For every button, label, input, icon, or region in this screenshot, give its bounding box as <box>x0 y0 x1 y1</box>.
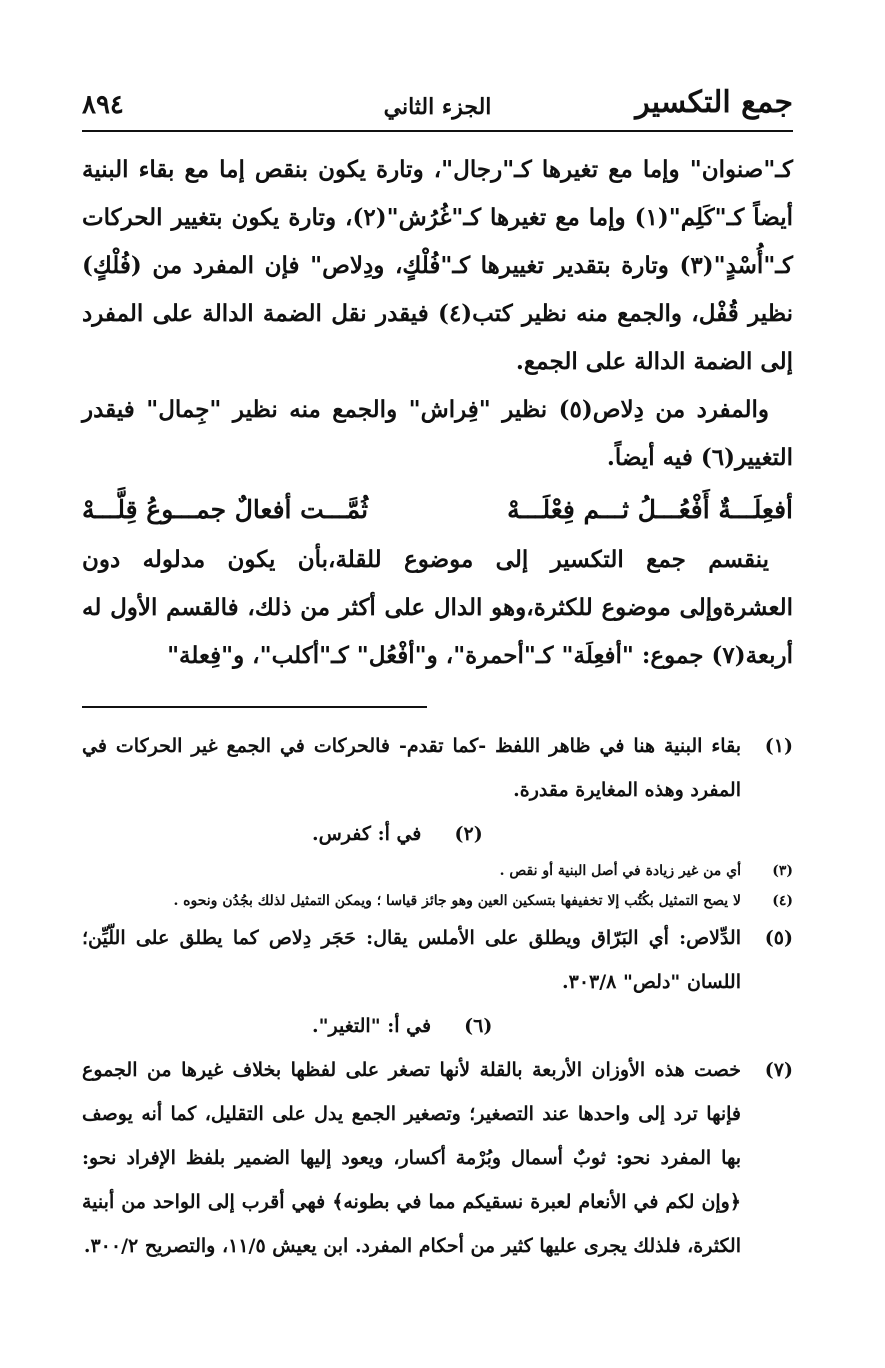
verse-first-hemistich: أفعِلَـــةٌ أَفْعُـــلُ ثـــم فِعْلَـــهْ <box>507 495 793 524</box>
footnote-6 <box>82 1004 793 1048</box>
main-text <box>82 146 793 680</box>
footnote-text: في أ: كفرس. <box>312 823 422 845</box>
footnote-separator <box>82 706 427 708</box>
footnote-text: خصت هذه الأوزان الأربعة بالقلة لأنها تصغر على لفظها بخلاف غيرها من الجموع فإنها ترد إلى واحدها عند التصغير؛ وتصغير الجمع يدل على التقليل، كما أنه يوصف بها المفرد نحو: ثوبٌ أسمال وبُرْمة أكسار، ويعود إليها الضمير بلفظ الإفراد نحو: ﴿وإن لكم في الأنعام لعبرة نسقيكم مما في بطونه﴾ فهي أقرب إلى الواحد من أبنية الكثرة، فلذلك يجرى عليها كثير من أحكام المفرد. ابن يعيش ١١/٥، والتصريح ٣٠٠/٢. <box>82 1059 741 1257</box>
footnote-text: أي من غير زيادة في أصل البنية أو نقص . <box>499 863 741 879</box>
running-title: جمع التكسير <box>635 85 793 120</box>
paragraph-3: ينقسم جمع التكسير إلى موضوع للقلة،بأن يكون مدلوله دون العشرةوإلى موضوع للكثرة،وهو الدال على أكثر من ذلك، فالقسم الأول له أربعة(٧) جموع: "أفعِلَة" كـ"أحمرة"، و"أفْعُل" كـ"أكلب"، و"فِعلة" <box>82 546 793 669</box>
verse-second-hemistich: ثُمَّـــت أفعالٌ جمـــوعُ قِلَّـــهْ <box>82 495 369 524</box>
paragraph-1: كـ"صنوان" وإما مع تغيرها كـ"رجال"، وتارة يكون بنقص إما مع بقاء البنية أيضاً كـ"كَلِم"(١) وإما مع تغيرها كـ"غُرُش"(٢)، وتارة يكون بتغيير الحركات كـ"أُسْدٍ"(٣) وتارة بتقدير تغييرها كـ"فُلْكٍ، ودِلاص" فإن المفرد من (فُلْكٍ) نظير قُفْل، والجمع منه نظير كتب(٤) فيقدر نقل الضمة الدالة على المفرد إلى الضمة الدالة على الجمع. <box>82 156 793 375</box>
footnote-number: (٤) <box>772 893 793 909</box>
volume-label: الجزء الثاني <box>383 94 492 120</box>
footnote-text: بقاء البنية هنا في ظاهر اللفظ -كما تقدم- فالحركات في الجمع غير الحركات في المفرد وهذه المغايرة مقدرة. <box>82 735 741 801</box>
footnote-number: (٥) <box>764 927 793 949</box>
page-number: ٨٩٤ <box>82 90 124 120</box>
footnote-text: لا يصح التمثيل بكُتُب إلا تخفيفها بتسكين العين وهو جائز قياسا ؛ ويمكن التمثيل لذلك بجُدُن ونحوه . <box>173 893 741 909</box>
footnote-number: (٧) <box>764 1059 793 1081</box>
footnote-number: (٢) <box>454 823 483 845</box>
footnotes <box>82 724 793 1268</box>
footnote-3 <box>82 856 793 886</box>
footnote-text: في أ: "التغير". <box>312 1015 432 1037</box>
header-rule <box>82 130 793 132</box>
footnote-5 <box>82 916 793 1004</box>
footnote-text: الدِّلاص: أي البَرّاق ويطلق على الأملس يقال: حَجَر دِلاص كما يطلق على اللّيِّن؛ اللسان "دلص" ٣٠٣/٨. <box>82 927 741 993</box>
footnote-number: (٦) <box>464 1015 493 1037</box>
footnote-1 <box>82 724 793 812</box>
footnote-number: (١) <box>764 735 793 757</box>
footnote-4 <box>82 886 793 916</box>
page-header <box>82 82 793 126</box>
paragraph-2: والمفرد من دِلاص(٥) نظير "فِراش" والجمع منه نظير "جِمال" فيقدر التغيير(٦) فيه أيضاً. <box>82 396 793 471</box>
poem-verse <box>82 486 793 534</box>
footnote-2 <box>82 812 793 856</box>
footnote-7 <box>82 1048 793 1268</box>
footnote-number: (٣) <box>772 863 793 879</box>
